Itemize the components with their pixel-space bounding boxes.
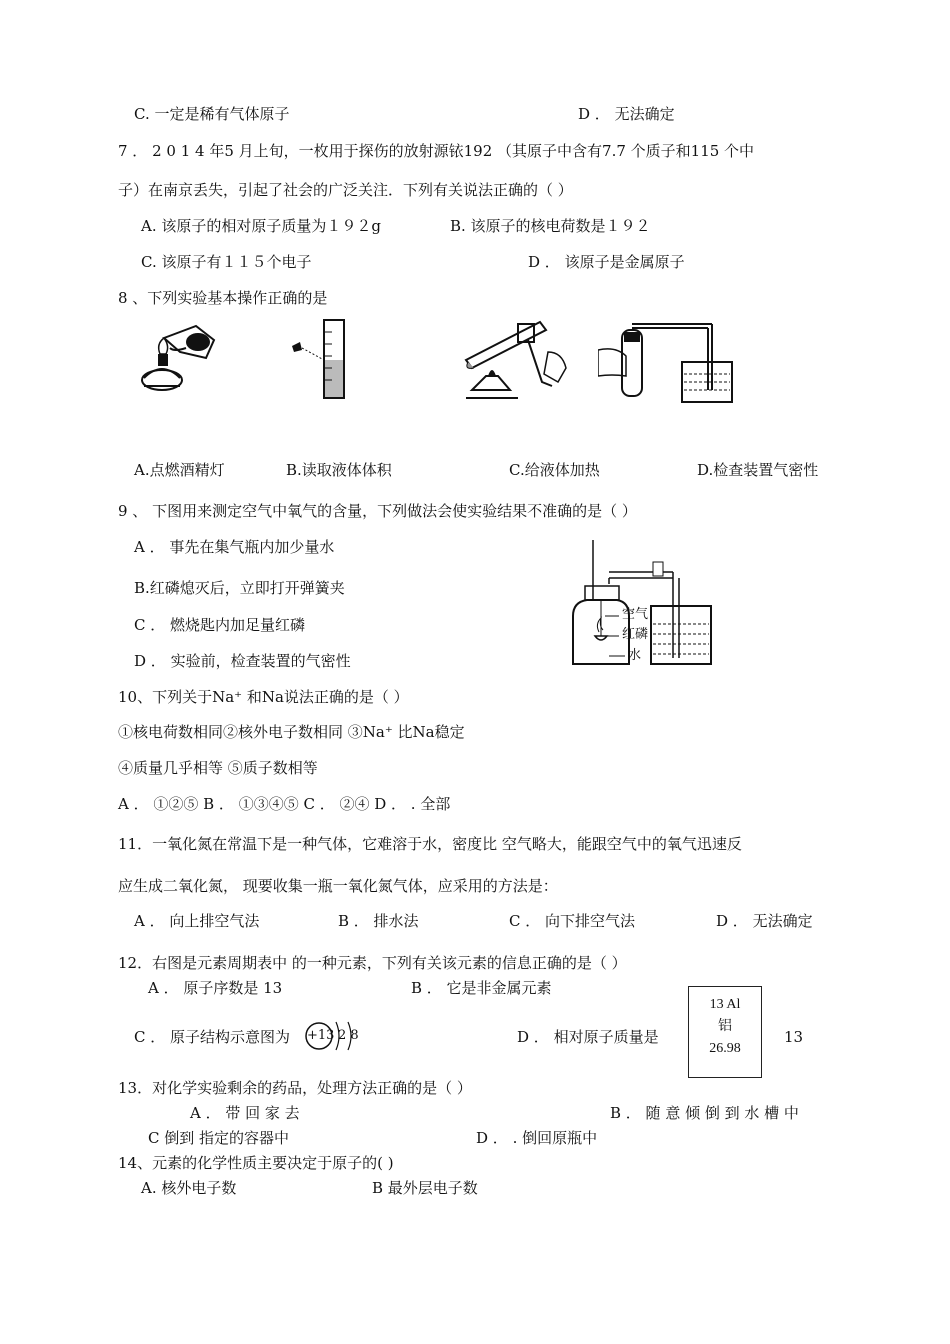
- q7-stem-line2: 子）在南京丢失，引起了社会的广泛关注．下列有关说法正确的（ ）: [118, 181, 573, 199]
- q9-fig-label-water: 水: [628, 648, 642, 663]
- q8-option-b: B.读取液体体积: [286, 461, 392, 479]
- q11-option-c: C ． 向下排空气法: [509, 912, 636, 930]
- element-mass: 26.98: [709, 1041, 741, 1056]
- q11-option-a: A ． 向上排空气法: [134, 912, 260, 930]
- q13-option-b: B ． 随 意 倾 倒 到 水 槽 中: [610, 1104, 799, 1122]
- q6-option-c: C. 一定是稀有气体原子: [134, 105, 290, 123]
- q9-fig-label-phosphorus: 红磷: [622, 627, 649, 642]
- q8-stem: 8 、下列实验基本操作正确的是: [118, 289, 328, 307]
- q7-option-b: B. 该原子的核电荷数是１９２: [450, 217, 651, 235]
- atomic-structure-diagram: [302, 1016, 366, 1056]
- q10-stem: 10、下列关于Na⁺ 和Na说法正确的是（ ）: [118, 688, 409, 706]
- q13-stem: 13．对化学实验剩余的药品，处理方法正确的是（ ）: [118, 1079, 472, 1097]
- q12-option-a: A ． 原子序数是 13: [148, 979, 283, 997]
- airtightness-check-figure: [598, 316, 736, 406]
- q9-option-a: A ． 事先在集气瓶内加少量水: [134, 538, 335, 556]
- q12-option-d-value: 13: [784, 1028, 804, 1046]
- q10-statements-1: ①核电荷数相同②核外电子数相同 ③Na⁺ 比Na稳定: [118, 723, 465, 741]
- q9-option-b: B.红磷熄灭后，立即打开弹簧夹: [134, 579, 345, 597]
- q8-option-a: A.点燃酒精灯: [134, 461, 225, 479]
- q11-stem-line2: 应生成二氧化氮， 现要收集一瓶一氧化氮气体，应采用的方法是：: [118, 877, 558, 895]
- q7-option-d: D ． 该原子是金属原子: [528, 253, 685, 271]
- element-name: 铝: [718, 1019, 732, 1034]
- measuring-cylinder-figure: [286, 318, 356, 400]
- q11-option-d: D ． 无法确定: [716, 912, 813, 930]
- q12-stem: 12．右图是元素周期表中 的一种元素，下列有关该元素的信息正确的是（ ）: [118, 954, 627, 972]
- q13-option-c: C 倒到 指定的容器中: [148, 1129, 290, 1147]
- q7-option-a: A. 该原子的相对原子质量为１９２g: [141, 217, 381, 235]
- q11-option-b: B ． 排水法: [338, 912, 419, 930]
- q9-option-d: D ． 实验前，检查装置的气密性: [134, 652, 351, 670]
- element-number-symbol: 13 Al: [709, 997, 741, 1012]
- q13-option-d: D ． . 倒回原瓶中: [476, 1129, 598, 1147]
- heating-liquid-figure: [458, 312, 576, 404]
- q9-option-c: C ． 燃烧匙内加足量红磷: [134, 616, 306, 634]
- q11-stem-line1: 11．一氧化氮在常温下是一种气体，它难溶于水，密度比 空气略大，能跟空气中的氧气迅速反: [118, 835, 742, 853]
- q9-stem: 9 、 下图用来测定空气中氧气的含量，下列做法会使实验结果不准确的是（ ）: [118, 502, 637, 520]
- q7-stem-line1: 7 ． 2 0 1 4 年5 月上旬，一枚用于探伤的放射源铱192 （其原子中含有7.7 个质子和115 个中: [118, 142, 755, 160]
- periodic-table-cell: [688, 986, 762, 1078]
- q12-option-d: D ． 相对原子质量是: [517, 1028, 659, 1046]
- q10-options: A ． ①②⑤ B ． ①③④⑤ C ． ②④ D ． . 全部: [118, 795, 451, 813]
- q10-statements-2: ④质量几乎相等 ⑤质子数相等: [118, 759, 318, 777]
- q12-option-c: C ． 原子结构示意图为: [134, 1028, 291, 1046]
- q14-stem: 14、元素的化学性质主要决定于原子的( ): [118, 1154, 394, 1172]
- q8-option-c: C.给液体加热: [509, 461, 600, 479]
- q12-option-b: B ． 它是非金属元素: [411, 979, 552, 997]
- q6-option-d: D ． 无法确定: [578, 105, 675, 123]
- alcohol-lamp-figure: [134, 318, 224, 400]
- atom-electron-shells: 2 8: [338, 1028, 359, 1043]
- q8-option-d: D.检查装置气密性: [697, 461, 819, 479]
- q7-option-c: C. 该原子有１１５个电子: [141, 253, 312, 271]
- q14-option-a: A. 核外电子数: [141, 1179, 237, 1197]
- q9-fig-label-air: 空气: [622, 607, 649, 622]
- atom-nucleus-charge: +13: [307, 1028, 335, 1043]
- q14-option-b: B 最外层电子数: [372, 1179, 478, 1197]
- q13-option-a: A ． 带 回 家 去: [190, 1104, 300, 1122]
